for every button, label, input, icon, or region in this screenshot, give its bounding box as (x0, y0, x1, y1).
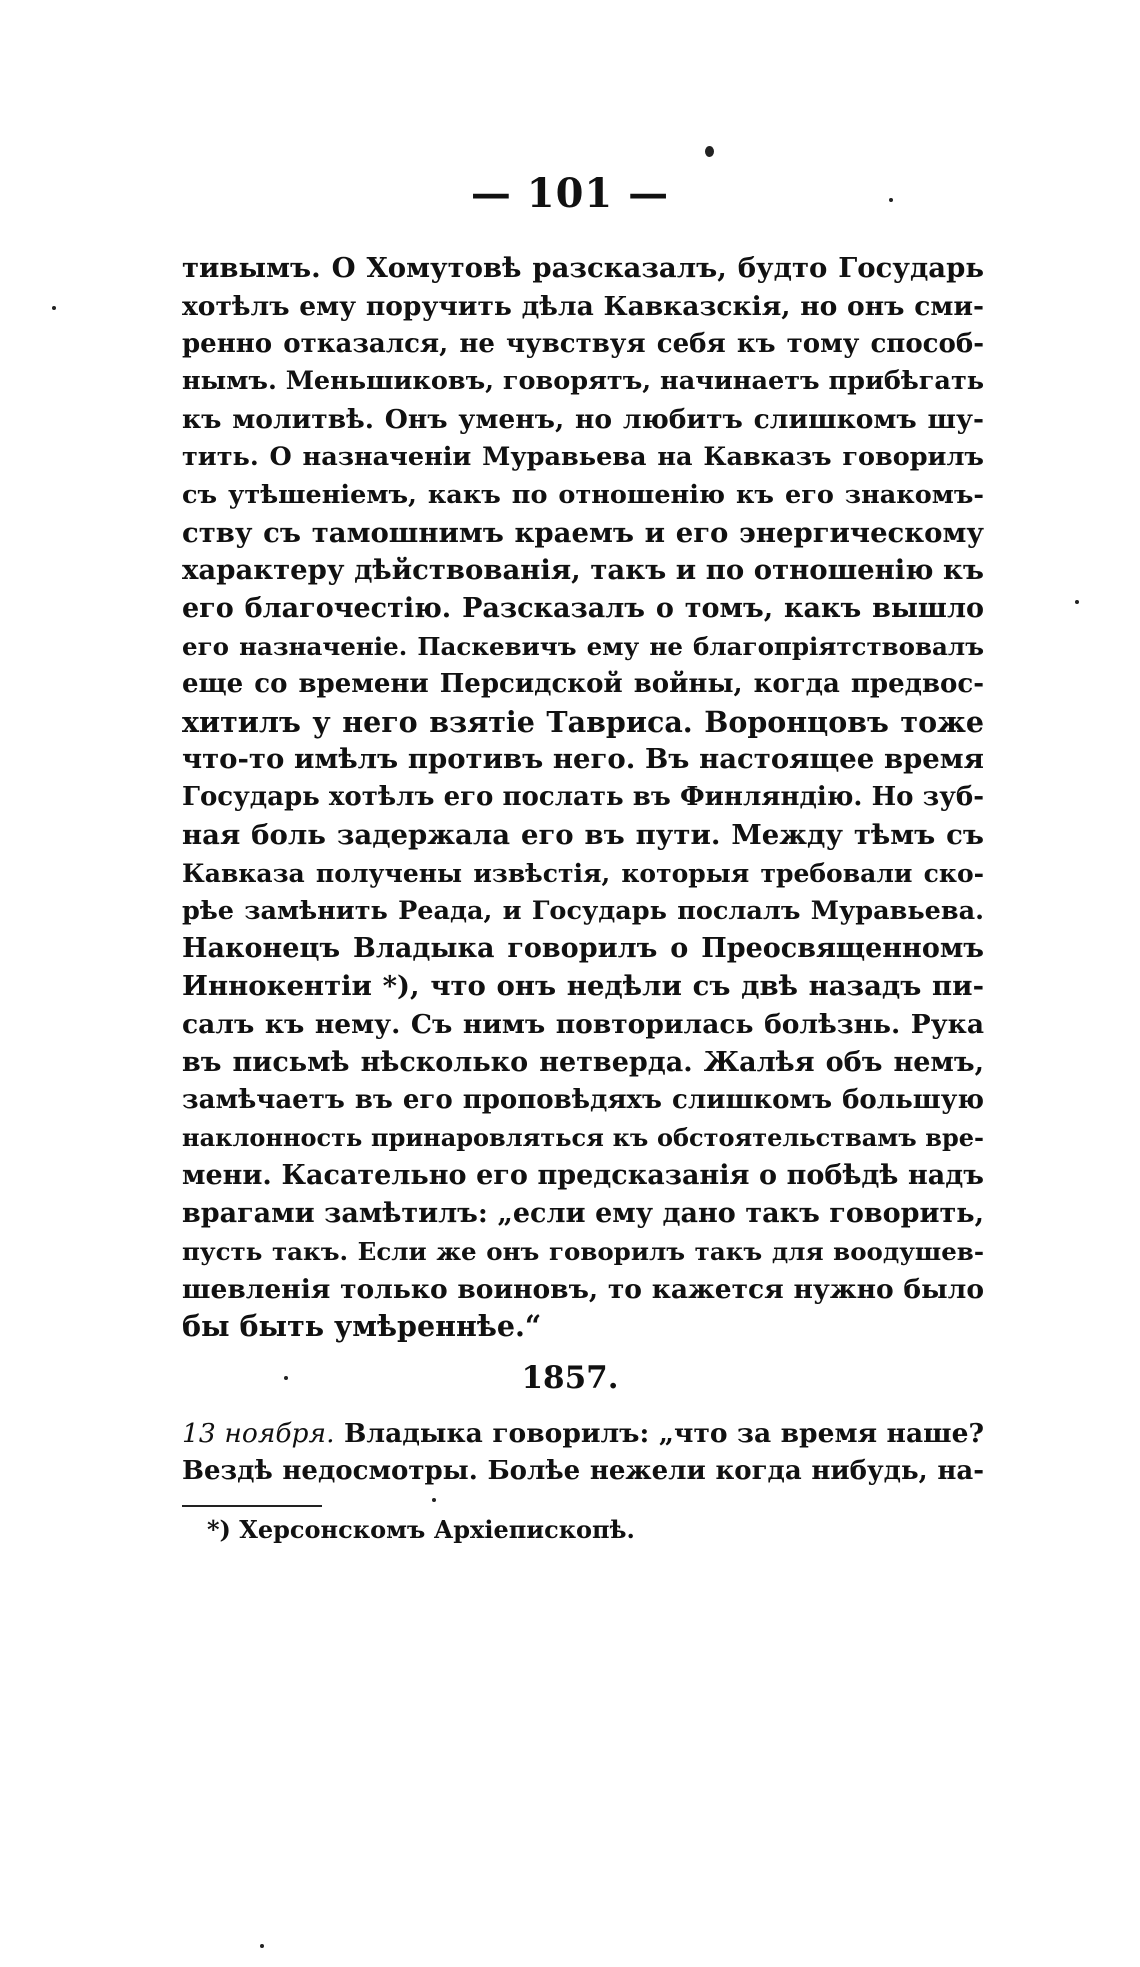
ink-speck (705, 146, 714, 157)
text-line: врагами замѣтилъ: „если ему дано такъ говорить, (182, 1197, 984, 1229)
ink-speck (260, 1944, 264, 1948)
diary-entry (182, 1415, 984, 1491)
text-line: мени. Касательно его предсказанія о побѣдѣ надъ (182, 1160, 984, 1192)
text-line: тивымъ. О Хомутовѣ разсказалъ, будто Государь (182, 252, 984, 284)
text-line: Иннокентіи *), что онъ недѣли съ двѣ назадъ пи- (182, 970, 984, 1003)
entry-line-2: Вездѣ недосмотры. Болѣе нежели когда нибудь, на- (182, 1455, 984, 1486)
text-line: Государь хотѣлъ его послать въ Финляндію. Но зуб- (182, 782, 984, 813)
page-number: — 101 — (470, 170, 670, 217)
ink-speck (284, 1376, 288, 1380)
footnote-divider (182, 1505, 322, 1507)
entry-date: 13 ноября. (182, 1418, 335, 1449)
text-line: замѣчаетъ въ его проповѣдяхъ слишкомъ большую (182, 1084, 984, 1115)
text-line: нымъ. Меньшиковъ, говорятъ, начинаетъ прибѣгать (182, 366, 985, 397)
text-line: салъ къ нему. Съ нимъ повторилась болѣзнь. Рука (182, 1008, 984, 1040)
text-line: Кавказа получены извѣстія, которыя требовали ско- (182, 858, 984, 888)
ink-speck (52, 306, 56, 310)
text-line: его благочестію. Разсказалъ о томъ, какъ вышло (182, 593, 984, 625)
text-line: въ письмѣ нѣсколько нетверда. Жалѣя объ немъ, (182, 1046, 984, 1078)
text-line: ная боль задержала его въ пути. Между тѣмъ съ (182, 818, 984, 851)
ink-speck (889, 198, 893, 202)
entry-line-1-text: Владыка говорилъ: „что за время наше? (344, 1418, 984, 1449)
text-line: что-то имѣлъ противъ него. Въ настоящее время (182, 743, 984, 776)
text-line: Наконецъ Владыка говорилъ о Преосвященномъ (182, 933, 984, 965)
text-line: пусть такъ. Если же онъ говорилъ такъ для воодушев- (182, 1236, 984, 1266)
text-line: наклонность принаровляться къ обстоятельствамъ вре- (182, 1123, 984, 1153)
paragraph (182, 250, 984, 1346)
text-line: рѣе замѣнить Реада, и Государь послалъ Муравьева. (182, 895, 984, 926)
text-line: бы быть умѣреннѣе.“ (182, 1309, 542, 1344)
text-line: тить. О назначеніи Муравьева на Кавказъ говорилъ (182, 441, 984, 472)
text-line: съ утѣшеніемъ, какъ по отношенію къ его знакомъ- (182, 479, 984, 510)
text-line: хотѣлъ ему поручить дѣла Кавказскія, но онъ сми- (182, 290, 984, 322)
ink-speck (432, 1498, 436, 1502)
text-line: ству съ тамошнимъ краемъ и его энергическому (182, 516, 984, 549)
text-line: характеру дѣйствованія, такъ и по отношенію къ (182, 554, 984, 587)
text-line: его назначеніе. Паскевичъ ему не благопріятствовалъ (182, 631, 984, 661)
ink-speck (1075, 600, 1079, 604)
text-line: ренно отказался, не чувствуя себя къ тому способ- (182, 328, 984, 359)
text-line: шевленія только воиновъ, то кажется нужно было (182, 1273, 984, 1305)
text-line: еще со времени Персидской войны, когда предвос- (182, 668, 984, 699)
entry-line-1 (182, 1415, 984, 1453)
text-line: хитилъ у него взятіе Тавриса. Воронцовъ тоже (182, 704, 984, 739)
year-heading: 1857. (521, 1360, 619, 1396)
text-line: къ молитвѣ. Онъ уменъ, но любитъ слишкомъ шу- (182, 404, 984, 436)
footnote: *) Херсонскомъ Архіепископѣ. (207, 1515, 635, 1544)
